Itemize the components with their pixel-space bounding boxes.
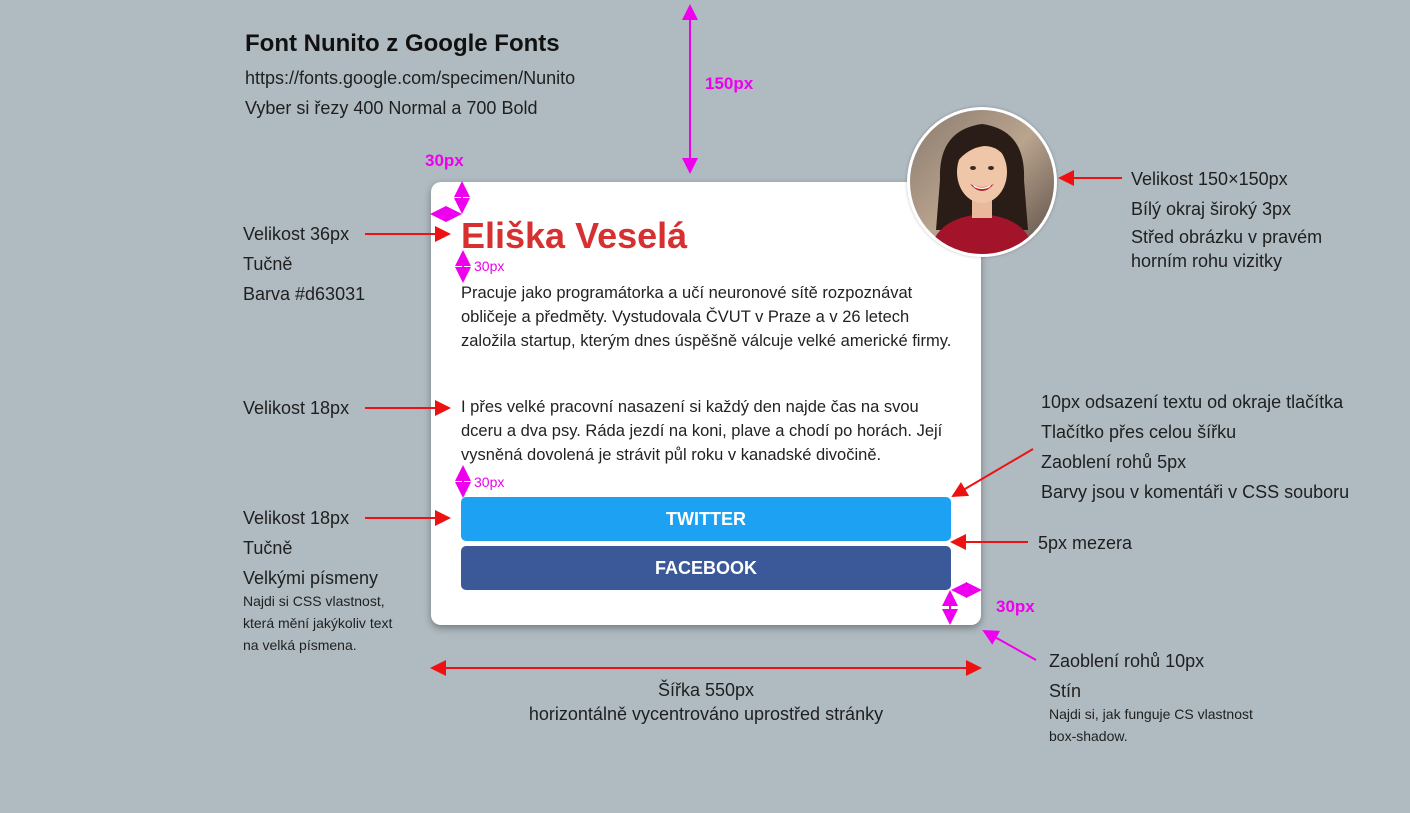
card-paragraph-1: Pracuje jako programátorka a učí neuronové sítě rozpoznávat obličeje a předměty. Vystudovala ČVUT v Praze a v 26 letech založila startup, kterým dnes úspěšně válcuje velké americké firmy. <box>461 284 952 350</box>
button-note-small: která mění jakýkoliv text <box>243 615 393 631</box>
name-gap-label: 30px <box>474 258 505 274</box>
button-style-arrow <box>953 449 1033 496</box>
button-style-note: 10px odsazení textu od okraje tlačítka <box>1041 392 1344 412</box>
para-note: Velikost 18px <box>243 398 350 418</box>
corner-note: Zaoblení rohů 10px <box>1049 651 1205 671</box>
button-note: Tučně <box>243 538 293 558</box>
button-note-small: na velká písmena. <box>243 637 357 653</box>
facebook-button[interactable]: FACEBOOK <box>461 546 951 590</box>
button-style-note: Zaoblení rohů 5px <box>1041 452 1187 472</box>
photo-note: Střed obrázku v pravém <box>1131 227 1323 247</box>
photo-note: Velikost 150×150px <box>1131 169 1288 189</box>
button-note-small: Najdi si CSS vlastnost, <box>243 593 385 609</box>
corner-arrow <box>984 631 1036 660</box>
name-note: Velikost 36px <box>243 224 350 244</box>
twitter-button[interactable]: TWITTER <box>461 497 951 541</box>
width-note: Šířka 550px <box>657 680 755 700</box>
corner-note-small: Najdi si, jak funguje CS vlastnost <box>1049 706 1253 722</box>
photo-note: horním rohu vizitky <box>1131 251 1283 271</box>
button-note: Velkými písmeny <box>243 568 379 588</box>
width-note: horizontálně vycentrováno uprostřed stránky <box>528 704 884 724</box>
intro-weights: Vyber si řezy 400 Normal a 700 Bold <box>245 98 538 118</box>
name-note: Barva #d63031 <box>243 284 366 304</box>
para-gap-label: 30px <box>474 474 505 490</box>
button-style-note: Tlačítko přes celou šířku <box>1041 422 1237 442</box>
gap-note: 5px mezera <box>1038 533 1133 553</box>
intro-title: Font Nunito z Google Fonts <box>245 30 560 57</box>
intro-url: https://fonts.google.com/specimen/Nunito <box>245 68 576 88</box>
top-margin-label: 150px <box>705 74 754 93</box>
button-note: Velikost 18px <box>243 508 350 528</box>
padding-top-label: 30px <box>425 151 464 170</box>
padding-bottom-label: 30px <box>996 597 1035 616</box>
card-paragraph-2: I přes velké pracovní nasazení si každý den najde čas na svou dceru a dva psy. Ráda jezdí na koni, plave a chodí po horách. Její vysněná dovolená je strávit půl roku v kanadské divočině. <box>461 398 943 464</box>
photo-note: Bílý okraj široký 3px <box>1131 199 1292 219</box>
button-style-note: Barvy jsou v komentáři v CSS souboru <box>1041 482 1350 502</box>
corner-note: Stín <box>1049 681 1082 701</box>
corner-note-small: box-shadow. <box>1049 728 1128 744</box>
name-note: Tučně <box>243 254 293 274</box>
card-name: Eliška Veselá <box>461 215 688 256</box>
